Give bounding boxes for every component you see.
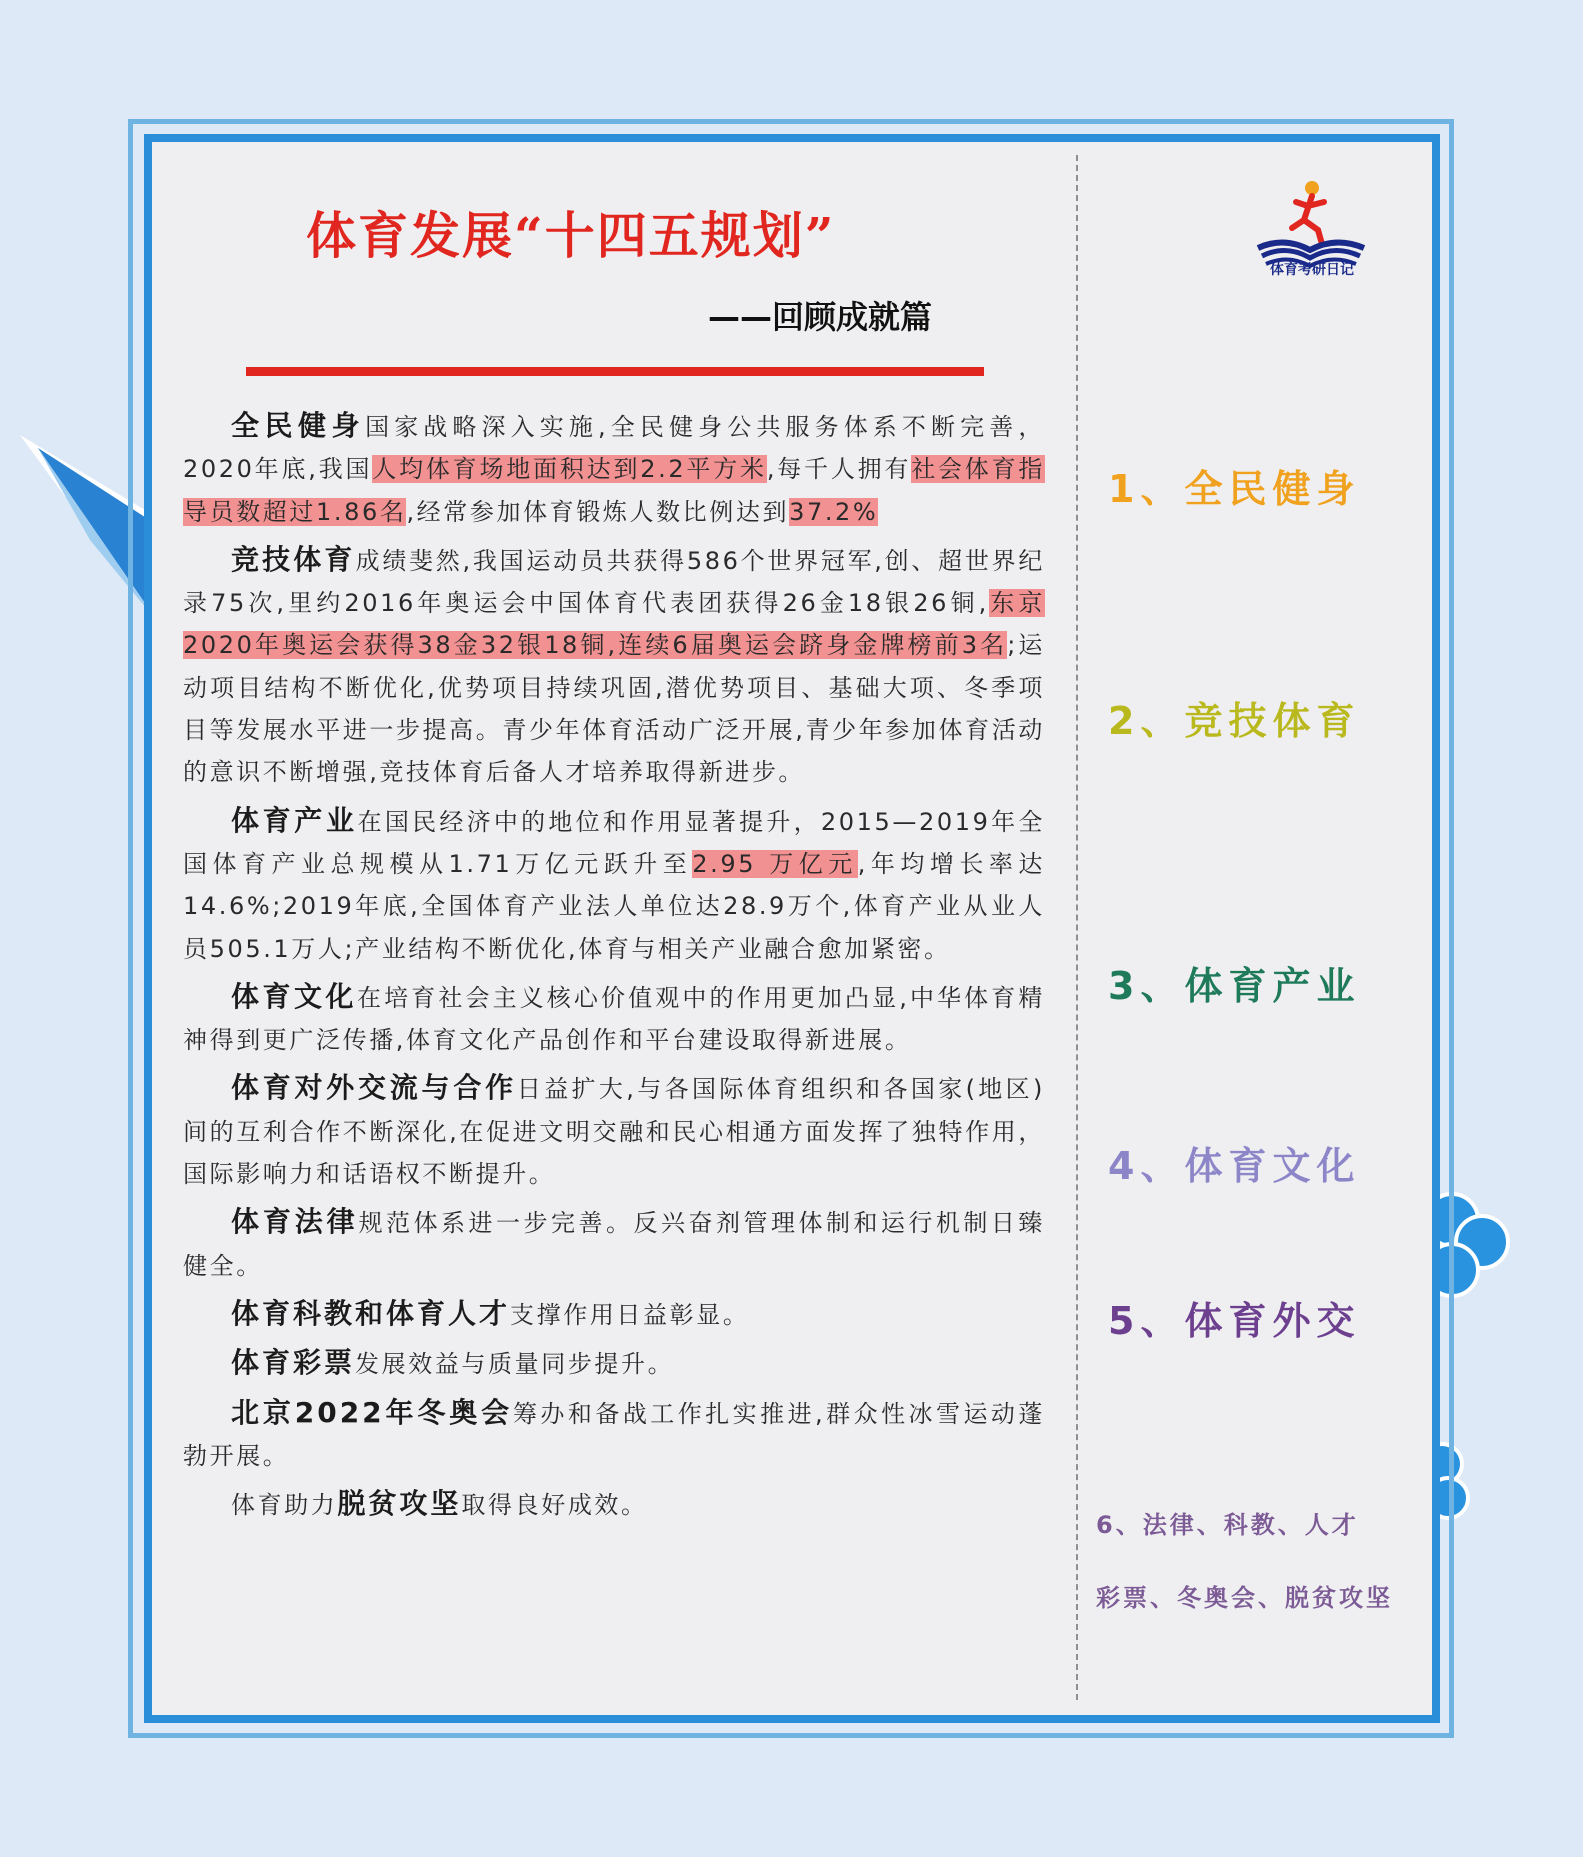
highlighted-text: 2.95 万亿元 <box>692 849 858 878</box>
body-text-run: 国家战略深入实施,全民健身公共服务体系不断完善，2020年底,我国 <box>183 413 1045 484</box>
paragraph-lead: 体育彩票 <box>231 1346 356 1380</box>
paragraph-lead: 体育科教和体育人才 <box>231 1296 511 1330</box>
sidebar-item-industry: 3、体育产业 <box>1108 964 1361 1008</box>
paragraph <box>183 976 1045 1062</box>
sidebar-item-culture: 4、体育文化 <box>1108 1144 1361 1188</box>
paragraph <box>183 1067 1045 1195</box>
paragraph <box>183 1293 1045 1336</box>
highlighted-text: 人均体育场地面积达到2.2平方米 <box>372 455 767 484</box>
sidebar-extra-line2: 彩票、冬奥会、脱贫攻坚 <box>1096 1584 1393 1612</box>
paragraph <box>183 539 1045 794</box>
paragraph-lead: 体育法律 <box>231 1205 359 1239</box>
paragraph <box>183 1392 1045 1478</box>
paragraph-lead: 体育产业 <box>231 803 358 837</box>
sidebar-extra-line1: 6、法律、科教、人才 <box>1096 1511 1359 1539</box>
body-text-run: 支撑作用日益彰显。 <box>510 1300 750 1329</box>
dashed-divider <box>1076 155 1078 1700</box>
body-text-run: 规范体系进一步完善。反兴奋剂管理体制和运行机制日臻健全。 <box>183 1209 1045 1280</box>
paragraph <box>183 800 1045 970</box>
paragraph-lead: 体育对外交流与合作 <box>231 1071 517 1105</box>
paragraph-lead: 北京2022年冬奥会 <box>231 1395 513 1429</box>
paragraph-lead: 全民健身 <box>231 409 366 442</box>
body-text-run: 体育助力 <box>231 1491 338 1520</box>
body-text-run: ,每千人拥有 <box>766 455 912 484</box>
body-text-run: ;运动项目结构不断优化,优势项目持续巩固,潜优势项目、基础大项、冬季项目等发展水平进一步提高。青少年体育活动广泛开展,青少年参加体育活动的意识不断增强,竞技体育后备人才培养取得新进步。 <box>183 631 1045 787</box>
highlighted-text: 社会体育指导员数超过1.86名 <box>183 455 1046 526</box>
highlighted-text: 东京2020年奥运会获得38金32银18铜,连续6届奥运会跻身金牌榜前3名 <box>183 589 1046 660</box>
page-subtitle: ——回顾成就篇 <box>708 298 933 336</box>
paragraph-lead: 体育文化 <box>231 979 358 1013</box>
body-text-run: 在国民经济中的地位和作用显著提升，2015—2019年全国体育产业总规模从1.71万亿元跃升至 <box>183 807 1045 878</box>
bold-text: 脱贫攻坚 <box>337 1487 462 1521</box>
page-title: 体育发展“十四五规划” <box>306 206 836 265</box>
body-text-run: ,经常参加体育锻炼人数比例达到 <box>406 497 790 526</box>
body-text-run: 日益扩大,与各国际体育组织和各国家(地区)间的互利合作不断深化,在促进文明交融和民心相通方面发挥了独特作用，国际影响力和话语权不断提升。 <box>183 1075 1045 1189</box>
sidebar-item-fitness: 1、全民健身 <box>1108 467 1361 511</box>
sidebar-item-competitive: 2、竞技体育 <box>1108 699 1361 743</box>
article-body <box>183 405 1045 1532</box>
paragraph <box>183 1201 1045 1287</box>
body-text-run: 取得良好成效。 <box>461 1491 648 1520</box>
highlighted-text: 37.2% <box>789 497 879 526</box>
body-text-run: 在培育社会主义核心价值观中的作用更加凸显,中华体育精神得到更广泛传播,体育文化产品创作和平台建设取得新进展。 <box>183 983 1045 1055</box>
body-text-run: 筹办和备战工作扎实推进,群众性冰雪运动蓬勃开展。 <box>183 1399 1045 1470</box>
paragraph <box>183 1342 1045 1385</box>
sidebar-item-diplomacy: 5、体育外交 <box>1108 1299 1361 1343</box>
title-underline <box>246 367 984 376</box>
paragraph-lead: 竞技体育 <box>231 542 356 576</box>
body-text-run: 发展效益与质量同步提升。 <box>355 1350 675 1379</box>
body-text-run: 成绩斐然,我国运动员共获得586个世界冠军,创、超世界纪录75次,里约2016年奥运会中国体育代表团获得26金18银26铜, <box>183 546 1045 618</box>
paragraph <box>183 1483 1045 1526</box>
logo-text: 体育考研日记 <box>1270 262 1354 278</box>
body-text-run: ,年均增长率达14.6%;2019年底,全国体育产业法人单位达28.9万个,体育产业从业人员505.1万人;产业结构不断优化,体育与相关产业融合愈加紧密。 <box>183 849 1045 963</box>
paragraph <box>183 405 1045 533</box>
